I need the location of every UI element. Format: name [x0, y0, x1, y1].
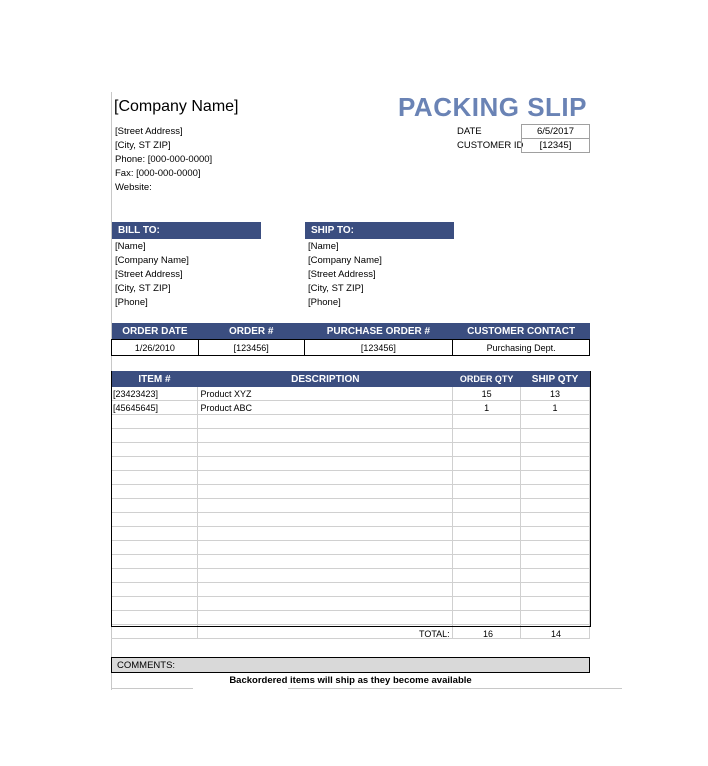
- date-label: DATE: [457, 126, 482, 137]
- empty-row[interactable]: [111, 499, 590, 513]
- ship-to-line: [City, ST ZIP]: [308, 283, 364, 294]
- order-value-row: [112, 340, 590, 356]
- ship-to-block: [308, 240, 382, 310]
- order-date-cell[interactable]: 1/26/2010: [112, 340, 199, 356]
- item-number-cell[interactable]: [23423423]: [111, 387, 198, 401]
- description-header: DESCRIPTION: [198, 371, 453, 387]
- empty-row[interactable]: [111, 485, 590, 499]
- description-cell[interactable]: Product XYZ: [198, 387, 453, 401]
- total-ship-qty: 14: [550, 629, 561, 639]
- order-info-table: [111, 323, 590, 356]
- purchase-order-cell[interactable]: [123456]: [304, 340, 453, 356]
- website: Website:: [115, 182, 152, 193]
- empty-row[interactable]: [111, 443, 590, 457]
- order-header-row: [112, 323, 590, 340]
- empty-row[interactable]: [111, 611, 590, 625]
- ship-to-line: [Name]: [308, 241, 339, 252]
- city-state-zip: [City, ST ZIP]: [115, 140, 171, 151]
- empty-row[interactable]: [111, 555, 590, 569]
- company-address-block: [115, 125, 212, 195]
- empty-row[interactable]: [111, 527, 590, 541]
- empty-row[interactable]: [111, 471, 590, 485]
- total-order-qty: 16: [482, 629, 493, 639]
- ship-to-line: [Phone]: [308, 297, 341, 308]
- bill-to-line: [Phone]: [115, 297, 148, 308]
- empty-row[interactable]: [111, 569, 590, 583]
- customer-id-field[interactable]: [12345]: [521, 138, 590, 153]
- ship-to-line: [Company Name]: [308, 255, 382, 266]
- empty-row[interactable]: [111, 429, 590, 443]
- items-header-row: [111, 371, 590, 387]
- footer-divider: [111, 688, 193, 689]
- empty-row[interactable]: [111, 597, 590, 611]
- order-date-header: ORDER DATE: [112, 323, 199, 340]
- backorder-note: Backordered items will ship as they become available: [229, 675, 472, 686]
- empty-row[interactable]: [111, 457, 590, 471]
- empty-row[interactable]: [111, 415, 590, 429]
- order-qty-cell[interactable]: 15: [453, 387, 521, 401]
- customer-id-label: CUSTOMER ID: [457, 140, 524, 151]
- bill-to-block: [115, 240, 189, 310]
- order-qty-header: ORDER QTY: [453, 371, 521, 387]
- date-field[interactable]: 6/5/2017: [521, 124, 590, 139]
- bill-to-line: [Name]: [115, 241, 146, 252]
- item-number-cell[interactable]: [45645645]: [111, 401, 198, 415]
- ship-qty-cell[interactable]: 13: [521, 387, 590, 401]
- footer-divider: [288, 688, 622, 689]
- item-number-header: ITEM #: [111, 371, 198, 387]
- description-cell[interactable]: Product ABC: [198, 401, 453, 415]
- total-label: TOTAL:: [419, 629, 450, 639]
- table-row[interactable]: [111, 401, 590, 415]
- bill-to-line: [Street Address]: [115, 269, 183, 280]
- customer-contact-cell[interactable]: Purchasing Dept.: [453, 340, 590, 356]
- comments-label: COMMENTS:: [111, 657, 590, 673]
- bill-to-heading: BILL TO:: [112, 222, 261, 239]
- company-name: [Company Name]: [114, 98, 239, 115]
- items-table: [111, 371, 590, 639]
- bill-to-line: [Company Name]: [115, 255, 189, 266]
- bill-to-line: [City, ST ZIP]: [115, 283, 171, 294]
- purchase-order-header: PURCHASE ORDER #: [304, 323, 453, 340]
- street-address: [Street Address]: [115, 126, 183, 137]
- ship-to-line: [Street Address]: [308, 269, 376, 280]
- document-title: PACKING SLIP: [398, 92, 587, 122]
- ship-to-heading: SHIP TO:: [305, 222, 454, 239]
- empty-row[interactable]: [111, 541, 590, 555]
- customer-contact-header: CUSTOMER CONTACT: [453, 323, 590, 340]
- phone-number: Phone: [000-000-0000]: [115, 154, 213, 165]
- ship-qty-cell[interactable]: 1: [521, 401, 590, 415]
- ship-qty-header: SHIP QTY: [521, 371, 590, 387]
- table-row[interactable]: [111, 387, 590, 401]
- order-qty-cell[interactable]: 1: [453, 401, 521, 415]
- empty-row[interactable]: [111, 583, 590, 597]
- order-number-header: ORDER #: [198, 323, 304, 340]
- order-number-cell[interactable]: [123456]: [198, 340, 304, 356]
- empty-row[interactable]: [111, 513, 590, 527]
- fax-number: Fax: [000-000-0000]: [115, 168, 201, 179]
